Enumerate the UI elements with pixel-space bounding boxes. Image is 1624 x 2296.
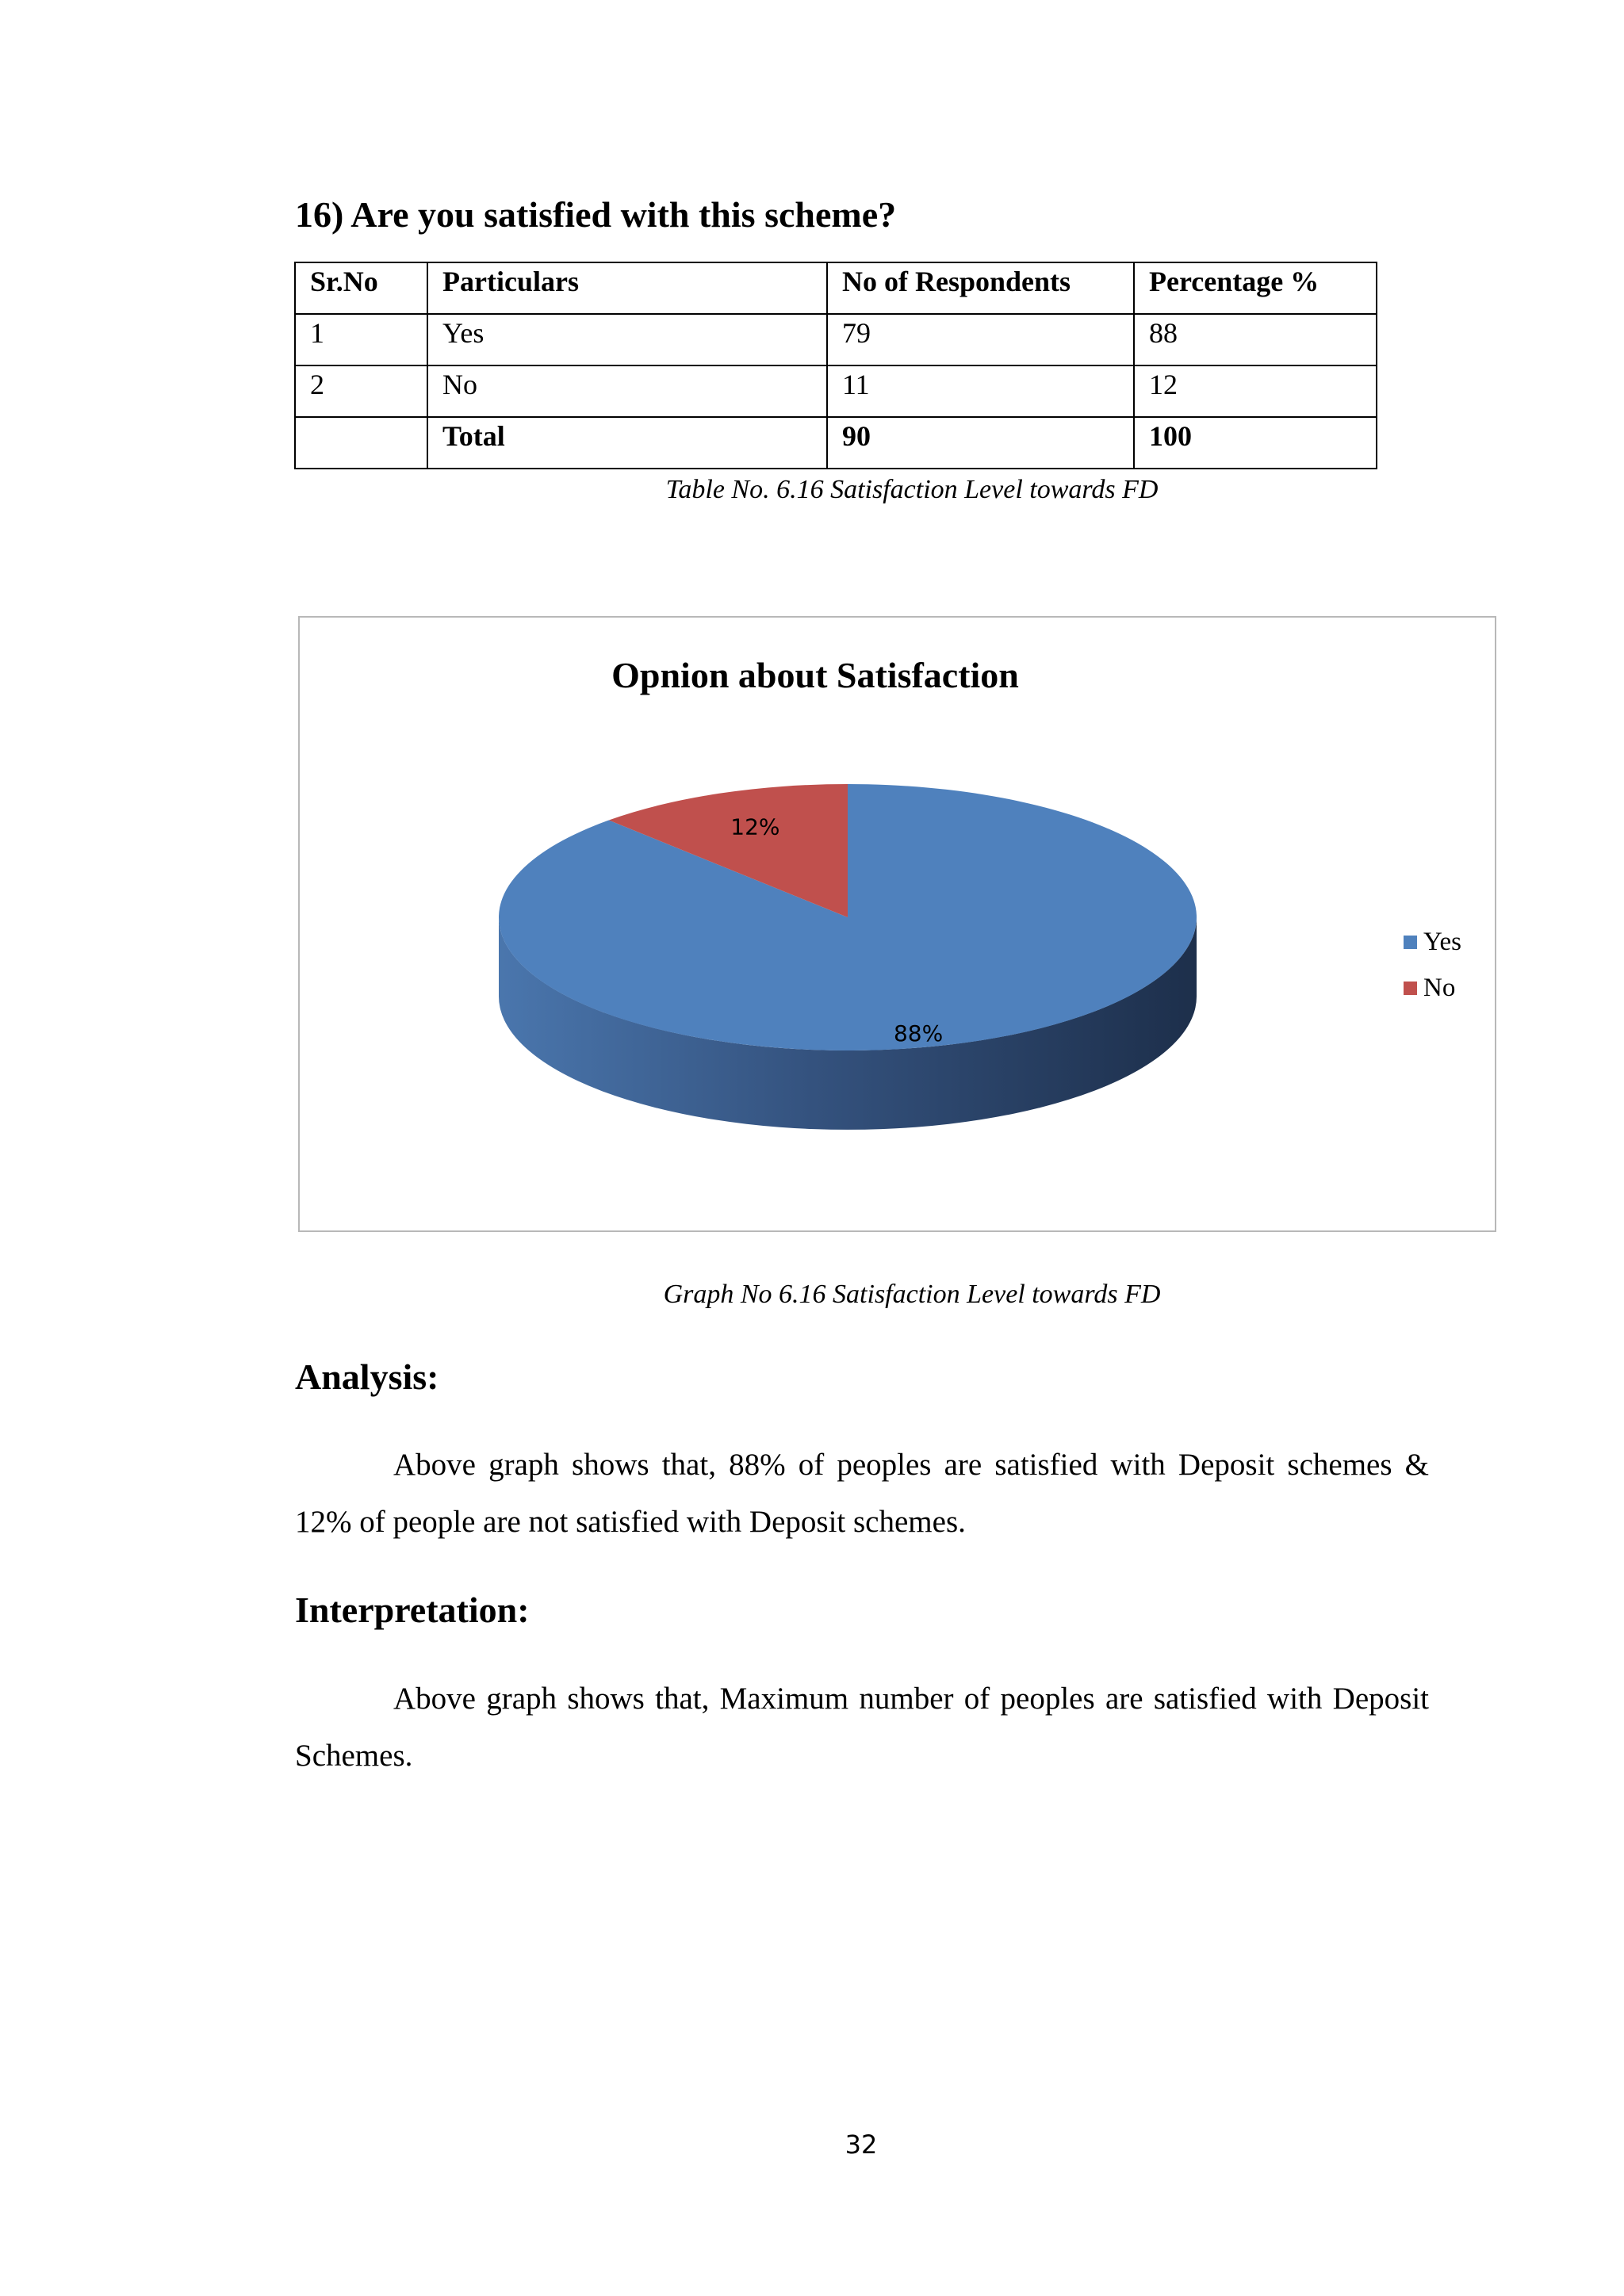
header-respondents: No of Respondents xyxy=(827,262,1134,314)
cell-particulars: No xyxy=(427,365,827,417)
header-particulars: Particulars xyxy=(427,262,827,314)
header-percentage: Percentage % xyxy=(1134,262,1377,314)
pie-chart xyxy=(300,618,1495,1230)
table-total-row xyxy=(295,417,1377,469)
table-caption: Table No. 6.16 Satisfaction Level towards FD xyxy=(665,475,1159,504)
legend-item-no xyxy=(1404,965,1461,1011)
page-number: 32 xyxy=(845,2130,878,2160)
satisfaction-table xyxy=(294,262,1377,469)
cell-total-label: Total xyxy=(427,417,827,469)
cell-total-respondents: 90 xyxy=(827,417,1134,469)
cell-srno xyxy=(295,417,427,469)
table-header-row xyxy=(295,262,1377,314)
table-row xyxy=(295,365,1377,417)
cell-respondents: 79 xyxy=(827,314,1134,365)
legend-label-no: No xyxy=(1423,973,1456,1002)
legend-swatch-no xyxy=(1404,982,1417,995)
cell-srno: 2 xyxy=(295,365,427,417)
data-label-yes: 88% xyxy=(893,1020,944,1047)
chart-title: Opnion about Satisfaction xyxy=(611,655,1019,695)
legend-label-yes: Yes xyxy=(1423,927,1462,956)
question-heading: 16) Are you satisfied with this scheme? xyxy=(295,194,897,235)
legend-item-yes xyxy=(1404,919,1461,965)
interpretation-heading: Interpretation: xyxy=(295,1590,530,1630)
table-row xyxy=(295,314,1377,365)
cell-respondents: 11 xyxy=(827,365,1134,417)
data-label-no: 12% xyxy=(730,813,780,840)
cell-particulars: Yes xyxy=(427,314,827,365)
analysis-heading: Analysis: xyxy=(295,1357,439,1397)
cell-percentage: 88 xyxy=(1134,314,1377,365)
cell-total-percentage: 100 xyxy=(1134,417,1377,469)
graph-caption: Graph No 6.16 Satisfaction Level towards FD xyxy=(663,1280,1161,1309)
interpretation-text: Above graph shows that, Maximum number of peoples are satisfied with Deposit Schemes. xyxy=(295,1682,1429,1773)
analysis-text: Above graph shows that, 88% of peoples are satisfied with Deposit schemes & 12% of people are not satisfied with Deposit schemes. xyxy=(295,1448,1429,1539)
pie-chart-frame xyxy=(298,616,1496,1232)
cell-percentage: 12 xyxy=(1134,365,1377,417)
chart-legend xyxy=(1404,919,1461,1011)
cell-srno: 1 xyxy=(295,314,427,365)
legend-swatch-yes xyxy=(1404,936,1417,949)
header-srno: Sr.No xyxy=(295,262,427,314)
